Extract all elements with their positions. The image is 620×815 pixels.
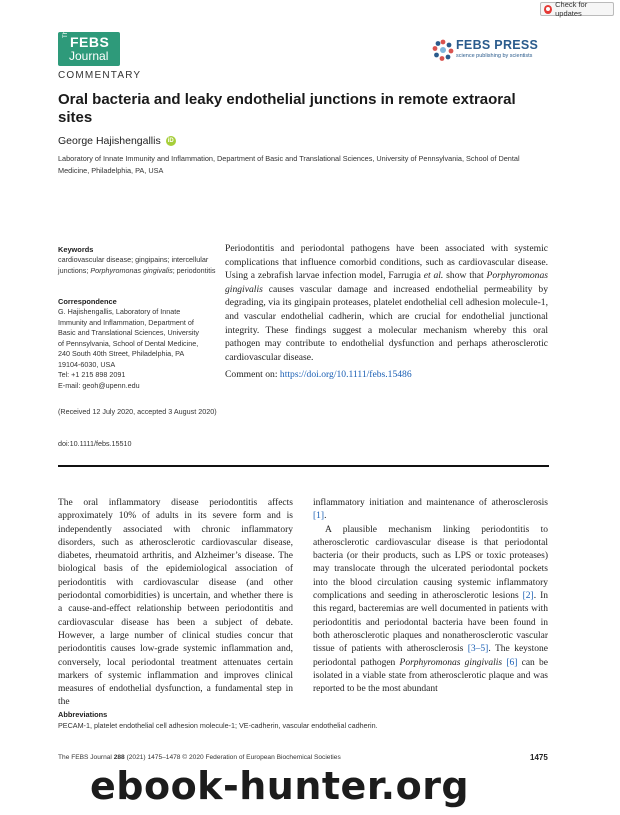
abbreviations-text: PECAM-1, platelet endothelial cell adhesion molecule-1; VE-cadherin, vascular endothelial cadherin. bbox=[58, 721, 378, 730]
affiliation: Laboratory of Innate Immunity and Inflammation, Department of Basic and Translational Sciences, University of Pennsylvania, School of Dental Medicine, Philadelphia, PA, USA bbox=[58, 154, 520, 175]
correspondence-line: Tel: +1 215 898 2091 bbox=[58, 370, 126, 379]
keywords-plain: cardiovascular disease; gingipains; intercellular junctions; bbox=[58, 255, 209, 275]
correspondence-line: of Pennsylvania, School of Dental Medicine, bbox=[58, 338, 199, 348]
body-column-right bbox=[313, 497, 548, 696]
footer-journal: The FEBS Journal bbox=[58, 754, 114, 761]
orcid-icon[interactable]: iD bbox=[167, 138, 174, 144]
logo-febs: FEBS bbox=[70, 34, 110, 50]
body-text: A plausible mechanism linking periodontitis to atherosclerotic cardiovascular disease is that periodontal bacteria (or their products, such as LPS or toxic proteases) may translocate through the ulcerated periodontal pockets into the blood circulation causing systemic inflammatory complications and seeding in atherosclerotic lesions bbox=[313, 524, 548, 602]
logo-journal: Journal bbox=[69, 49, 109, 63]
body-text: . bbox=[324, 511, 327, 522]
correspondence-heading: Correspondence bbox=[58, 297, 117, 306]
page-number: 1475 bbox=[530, 753, 548, 762]
reference-link[interactable]: [6] bbox=[506, 657, 518, 668]
body-text: inflammatory initiation and maintenance of atherosclerosis bbox=[313, 498, 548, 508]
logo-the: The bbox=[63, 27, 69, 38]
section-label: COMMENTARY bbox=[58, 70, 142, 81]
received-dates: (Received 12 July 2020, accepted 3 August 2020) bbox=[58, 407, 217, 416]
keywords-italic: Porphyromonas gingivalis bbox=[90, 265, 173, 275]
febs-journal-logo bbox=[58, 27, 120, 66]
article-doi[interactable]: doi:10.1111/febs.15510 bbox=[58, 439, 132, 448]
author-line bbox=[58, 135, 176, 147]
comment-on-line bbox=[225, 369, 412, 380]
abstract-italic: et al. bbox=[423, 270, 444, 282]
reference-link[interactable]: [1] bbox=[313, 511, 325, 522]
abstract-text: Periodontitis and periodontal pathogens have been associated with systemic complications that influence comorbid conditions, such as cardiovascular disease. Using a zebrafish larvae infection model, Farrugia bbox=[225, 243, 548, 282]
keywords-text bbox=[58, 255, 218, 276]
keywords-tail: ; periodontitis bbox=[172, 265, 216, 275]
comment-label: Comment on: bbox=[225, 369, 280, 380]
correspondence-line: 19104-6030, USA bbox=[58, 359, 116, 369]
abstract-text: show that bbox=[443, 270, 487, 282]
correspondence-line: Basic and Translational Sciences, University bbox=[58, 328, 200, 337]
crossmark-icon bbox=[544, 5, 552, 14]
footer-citation bbox=[58, 754, 341, 761]
febs-press-logo bbox=[432, 38, 544, 64]
press-tagline: science publishing by scientists bbox=[456, 53, 533, 59]
febs-press-dots-icon bbox=[432, 39, 454, 61]
body-text: . The keystone periodontal pathogen bbox=[313, 644, 548, 668]
body-column-left: The oral inflammatory disease periodontitis affects approximately 10% of adults in its severe form and is independently associated with chronic inflammatory disorders, such as atherosclerotic cardiovascular disease, diabetes, rheumatoid arthritis, and Alzheimer’s disease. The biological basis of the epidemiological association of periodontitis with cardiovascular disease (and other periodontal comorbidities) is uncertain, and whether there is a cause-and-effect relationship between periodontitis and cardiovascular disease has been a subject of debate. However, a large number of clinical studies concur that periodontitis causes low-grade systemic inflammation and, conversely, local periodontal treatment attenuates certain markers of systemic inflammation and improves clinical measures of endothelial dysfunction, a fundamental step in the bbox=[58, 498, 293, 708]
check-for-updates-button[interactable] bbox=[540, 2, 614, 16]
correspondence-line: 240 South 40th Street, Philadelphia, PA bbox=[58, 349, 185, 358]
footer-rest: (2021) 1475–1478 © 2020 Federation of European Biochemical Societies bbox=[124, 754, 341, 761]
correspondence-line: G. Hajishengallis, Laboratory of Innate bbox=[58, 307, 181, 316]
article-title: Oral bacteria and leaky endothelial junctions in remote extraoral sites bbox=[58, 91, 516, 126]
reference-link[interactable]: [3–5] bbox=[467, 644, 489, 655]
correspondence-email[interactable]: E-mail: geoh@upenn.edu bbox=[58, 380, 140, 390]
body-text: can be isolated in a viable state from atherosclerotic plaque and was reported to be the most abundant bbox=[313, 657, 548, 695]
correspondence-line: Immunity and Inflammation, Department of bbox=[58, 317, 194, 327]
press-name: FEBS PRESS bbox=[456, 38, 539, 52]
footer-volume: 288 bbox=[113, 754, 125, 761]
author-name[interactable]: George Hajishengallis bbox=[58, 135, 161, 147]
abstract-text: causes vascular damage and increased endothelial permeability by degrading, via its gingipain proteases, platelet endothelial cell adhesion molecule-1, and vascular endothelial cadherin, which are crucial for endothelial junctional integrity. These findings suggest a molecular mechanism whereby this oral pathogen may contribute to endothelial dysfunction and perhaps atherosclerotic cardiovascular disease. bbox=[225, 283, 548, 363]
reference-link[interactable]: [2] bbox=[522, 591, 534, 602]
body-italic: Porphyromonas gingivalis bbox=[399, 657, 503, 668]
section-divider bbox=[58, 465, 549, 467]
comment-doi-link[interactable]: https://doi.org/10.1111/febs.15486 bbox=[279, 369, 412, 380]
body-text: . In this regard, bacteremias are well documented in patients with periodontitis and periodontal bacteria have been found in both atherosclerotic plaques and nonatherosclerotic vascular tissue of patients with atherosclerosis bbox=[313, 591, 548, 655]
abstract-italic: Porphyromonas gingivalis bbox=[225, 270, 548, 295]
check-for-updates-label: Check for updates bbox=[555, 0, 588, 18]
abbreviations-heading: Abbreviations bbox=[58, 710, 108, 719]
abstract bbox=[225, 242, 548, 364]
watermark: ebook-hunter.org bbox=[90, 764, 470, 808]
keywords-heading: Keywords bbox=[58, 245, 94, 254]
correspondence-text bbox=[58, 307, 218, 391]
